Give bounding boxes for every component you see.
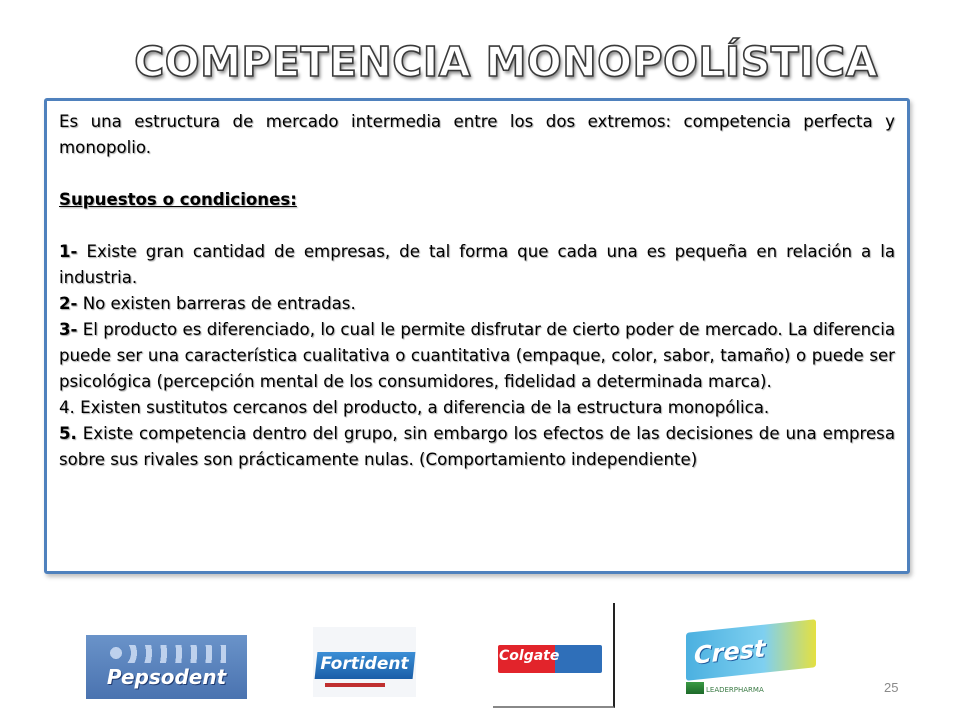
intro-paragraph: Es una estructura de mercado intermedia entre los dos extremos: competencia perfecta y monopolio. [59,112,895,157]
logo-people-graphic [108,645,226,663]
spacer [59,213,895,239]
leaderpharma-logo-icon [686,682,704,694]
condition-2 [59,291,895,317]
pepsodent-logo-text: Pepsodent [106,665,227,689]
fortident-logo [313,627,416,697]
spacer [59,161,895,187]
condition-text: Existe competencia dentro del grupo, sin embargo los efectos de las decisiones de una empresa sobre sus rivales son prácticamente nulas. (Comportamiento independiente) [59,424,895,469]
content-box [44,98,910,574]
slide-title: COMPETENCIA MONOPOLÍSTICA [134,38,878,86]
condition-text: No existen barreras de entradas. [77,294,356,313]
pepsodent-logo [86,635,247,699]
conditions-heading-text: Supuestos o condiciones: [59,190,297,209]
condition-number: 1- [59,242,78,261]
crest-product-image [684,620,824,706]
colgate-product-image [493,603,615,708]
condition-number: 5. [59,424,77,443]
condition-number: 2- [59,294,78,313]
fortident-logo-text: Fortident [320,654,409,674]
condition-text: Existe gran cantidad de empresas, de tal forma que cada una es pequeña en relación a la industria. [59,242,895,287]
conditions-heading [59,187,895,213]
condition-number: 3- [59,320,78,339]
fortident-logo-stripe [325,683,385,687]
condition-4 [59,395,895,421]
colgate-logo-text: Colgate [499,648,560,664]
crest-logo-text: Crest [694,634,766,670]
condition-number: 4. [59,398,75,417]
condition-1 [59,239,895,291]
leaderpharma-logo-text: LEADERPHARMA [706,686,764,694]
condition-5 [59,421,895,473]
condition-text: El producto es diferenciado, lo cual le permite disfrutar de cierto poder de mercado. La diferencia puede ser una característica cualitativa o cuantitativa (empaque, color, sabor, tamaño) o puede ser psicológica (percepción mental de los consumidores, fidelidad a determinada marca). [59,320,895,391]
condition-3 [59,317,895,395]
page-number: 25 [884,680,899,695]
condition-text: Existen sustitutos cercanos del producto, a diferencia de la estructura monopólica. [74,398,770,417]
